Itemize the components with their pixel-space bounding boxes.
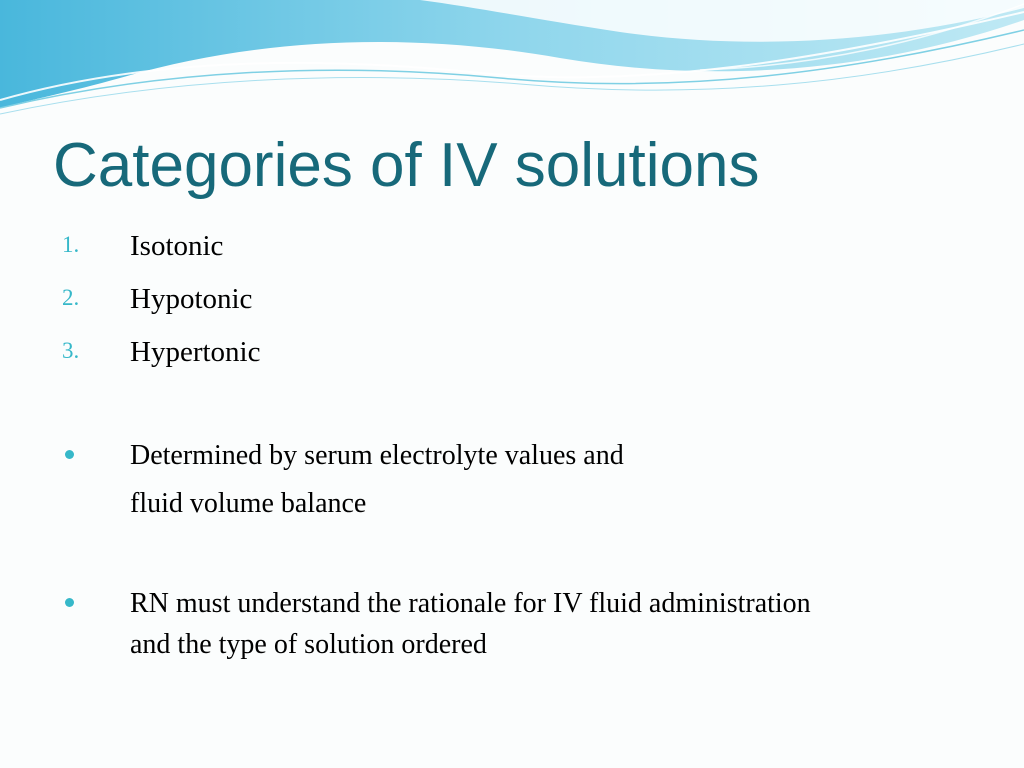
- bullet-line: and the type of solution ordered: [130, 629, 487, 660]
- list-number: 1.: [62, 232, 80, 257]
- list-item-text: Hypertonic: [130, 336, 261, 368]
- list-number: 2.: [62, 285, 80, 310]
- list-item-text: Hypotonic: [130, 283, 253, 315]
- list-number: 3.: [62, 338, 80, 363]
- bullet-dot-icon: [65, 598, 74, 607]
- list-item-text: Isotonic: [130, 230, 224, 262]
- bullet-dot-icon: [65, 450, 74, 459]
- bullet-line: RN must understand the rationale for IV fluid administration: [130, 588, 811, 619]
- slide-title: Categories of IV solutions: [53, 131, 760, 200]
- bullet-line: Determined by serum electrolyte values and: [130, 440, 624, 471]
- bullet-line: fluid volume balance: [130, 488, 367, 519]
- decorative-wave-banner: [0, 0, 1024, 130]
